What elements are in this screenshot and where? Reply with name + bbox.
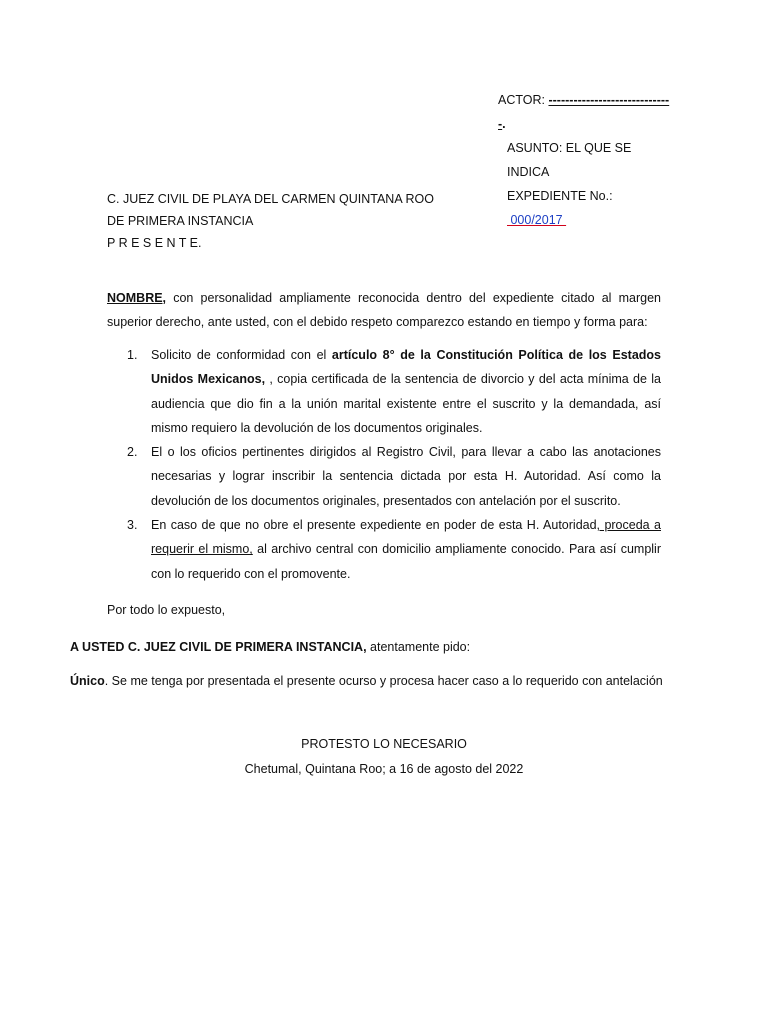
addressee-block bbox=[107, 188, 434, 254]
item-bold-text: artículo 8° de la Constitución Política de los Estados Unidos Mexicanos, bbox=[151, 348, 661, 387]
item-number: 3. bbox=[127, 518, 138, 533]
actor-line bbox=[470, 88, 670, 136]
actor-label: ACTOR: bbox=[498, 93, 545, 107]
item-number: 1. bbox=[127, 348, 138, 362]
expuesto-line: Por todo lo expuesto, bbox=[107, 603, 226, 617]
list-item bbox=[127, 343, 661, 440]
petition-text: atentamente pido: bbox=[366, 640, 471, 654]
actor-value: ------------------------------ bbox=[498, 93, 670, 131]
list-item bbox=[127, 513, 661, 586]
intro-paragraph bbox=[107, 286, 661, 334]
item-text: , copia certificada de la sentencia de divorcio y del acta mínima de la audiencia que dio fin a la unión marital existente entre el suscrito y la demandada, así mismo requiero la devolución de los documentos originales. bbox=[151, 372, 661, 435]
item-text: El o los oficios pertinentes dirigidos al Registro Civil, para llevar a cabo las anotaciones necesarias y lograr inscribir la sentencia dictada por esta H. Autoridad. Así como la devolución de los documentos originales, presentados con antelación por el suscrito. bbox=[151, 445, 661, 508]
header-block bbox=[470, 88, 670, 232]
item-text: al archivo central con domicilio ampliamente conocido. Para así cumplir con lo requerido con el promovente. bbox=[151, 542, 661, 581]
actor-end: . bbox=[502, 117, 506, 131]
item-underlined-text: , proceda a requerir el mismo, bbox=[151, 518, 661, 557]
addressee-line-2: DE PRIMERA INSTANCIA bbox=[107, 214, 254, 228]
addressee-line-1: C. JUEZ CIVIL DE PLAYA DEL CARMEN QUINTANA ROO bbox=[107, 192, 434, 206]
item-text: En caso de que no obre el presente expediente en poder de esta H. Autoridad bbox=[151, 518, 597, 533]
expediente-number: 000/2017 bbox=[507, 213, 567, 227]
petitioner-name: NOMBRE, bbox=[107, 291, 167, 305]
unico-label: Único bbox=[70, 674, 105, 688]
asunto-line: ASUNTO: EL QUE SE INDICA bbox=[507, 141, 632, 179]
item-text: Solicito de conformidad con el bbox=[151, 348, 332, 362]
expediente-line bbox=[470, 184, 670, 232]
expediente-label: EXPEDIENTE No.: bbox=[507, 189, 613, 203]
addressee-line-3: P R E S E N T E. bbox=[107, 236, 202, 250]
unico-line bbox=[70, 671, 663, 691]
request-list bbox=[107, 343, 661, 586]
petition-line bbox=[70, 637, 470, 657]
petition-addressee: A USTED C. JUEZ CIVIL DE PRIMERA INSTANCIA, bbox=[70, 640, 367, 654]
intro-text: con personalidad ampliamente reconocida dentro del expediente citado al margen superior derecho, ante usted, con el debido respeto comparezco estando en tiempo y forma para: bbox=[107, 291, 661, 329]
list-item bbox=[127, 440, 661, 513]
item-number: 2. bbox=[127, 445, 138, 460]
protesto-line: PROTESTO LO NECESARIO bbox=[301, 737, 467, 751]
unico-text: . Se me tenga por presentada el presente ocurso y procesa hacer caso a lo requerido con antelación bbox=[104, 674, 663, 688]
place-date-line: Chetumal, Quintana Roo; a 16 de agosto del 2022 bbox=[244, 762, 524, 776]
